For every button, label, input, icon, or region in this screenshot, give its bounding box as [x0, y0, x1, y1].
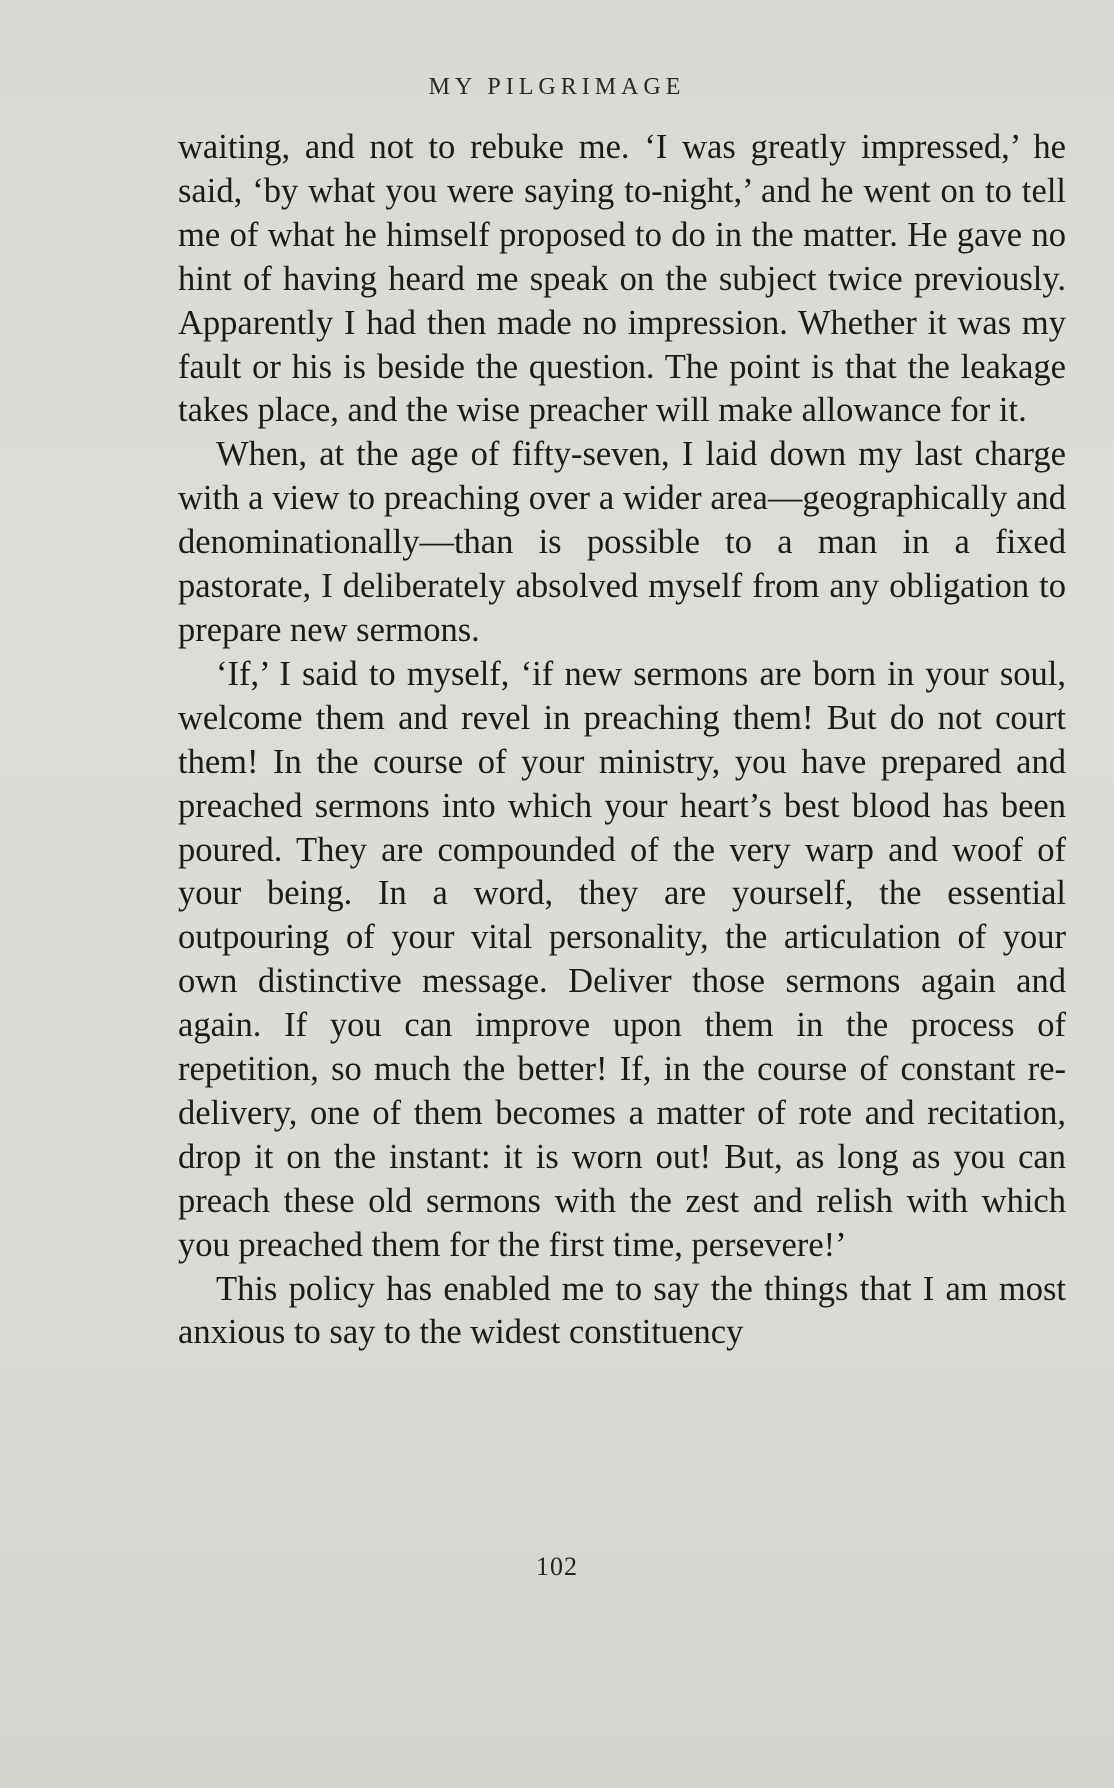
paragraph-2: When, at the age of fifty-seven, I laid down my last charge with a view to preaching over a wider area—geographically and denominationally—than is possible to a man in a fixed pastorate, I deliberately absolved myself from any obligation to prepare new sermons. [178, 435, 1066, 649]
paragraph-1: waiting, and not to rebuke me. ‘I was greatly impressed,’ he said, ‘by what you were saying to-night,’ and he went on to tell me of what he himself proposed to do in the matter. He gave no hint of having heard me speak on the subject twice previously. Apparently I had then made no impression. Whether it was my fault or his is beside the question. The point is that the leakage takes place, and the wise preacher will make allowance for it. [178, 128, 1066, 430]
paragraph-3: ‘If,’ I said to myself, ‘if new sermons are born in your soul, welcome them and revel in preaching them! But do not court them! In the course of your ministry, you have prepared and preached sermons into which your heart’s best blood has been poured. They are compounded of the very warp and woof of your being. In a word, they are yourself, the essential outpouring of your vital personality, the articulation of your own distinctive message. Deliver those sermons again and again. If you can improve upon them in the process of repetition, so much the better! If, in the course of constant re-delivery, one of them becomes a matter of rote and recitation, drop it on the instant: it is worn out! But, as long as you can preach these old sermons with the zest and relish with which you preached them for the first time, persevere!’ [178, 654, 1066, 1264]
paragraph-4: This policy has enabled me to say the things that I am most anxious to say to the widest constituency [178, 1269, 1066, 1352]
running-head: MY PILGRIMAGE [428, 74, 686, 100]
body-text [178, 126, 1066, 1355]
page-number: 102 [536, 1552, 578, 1581]
